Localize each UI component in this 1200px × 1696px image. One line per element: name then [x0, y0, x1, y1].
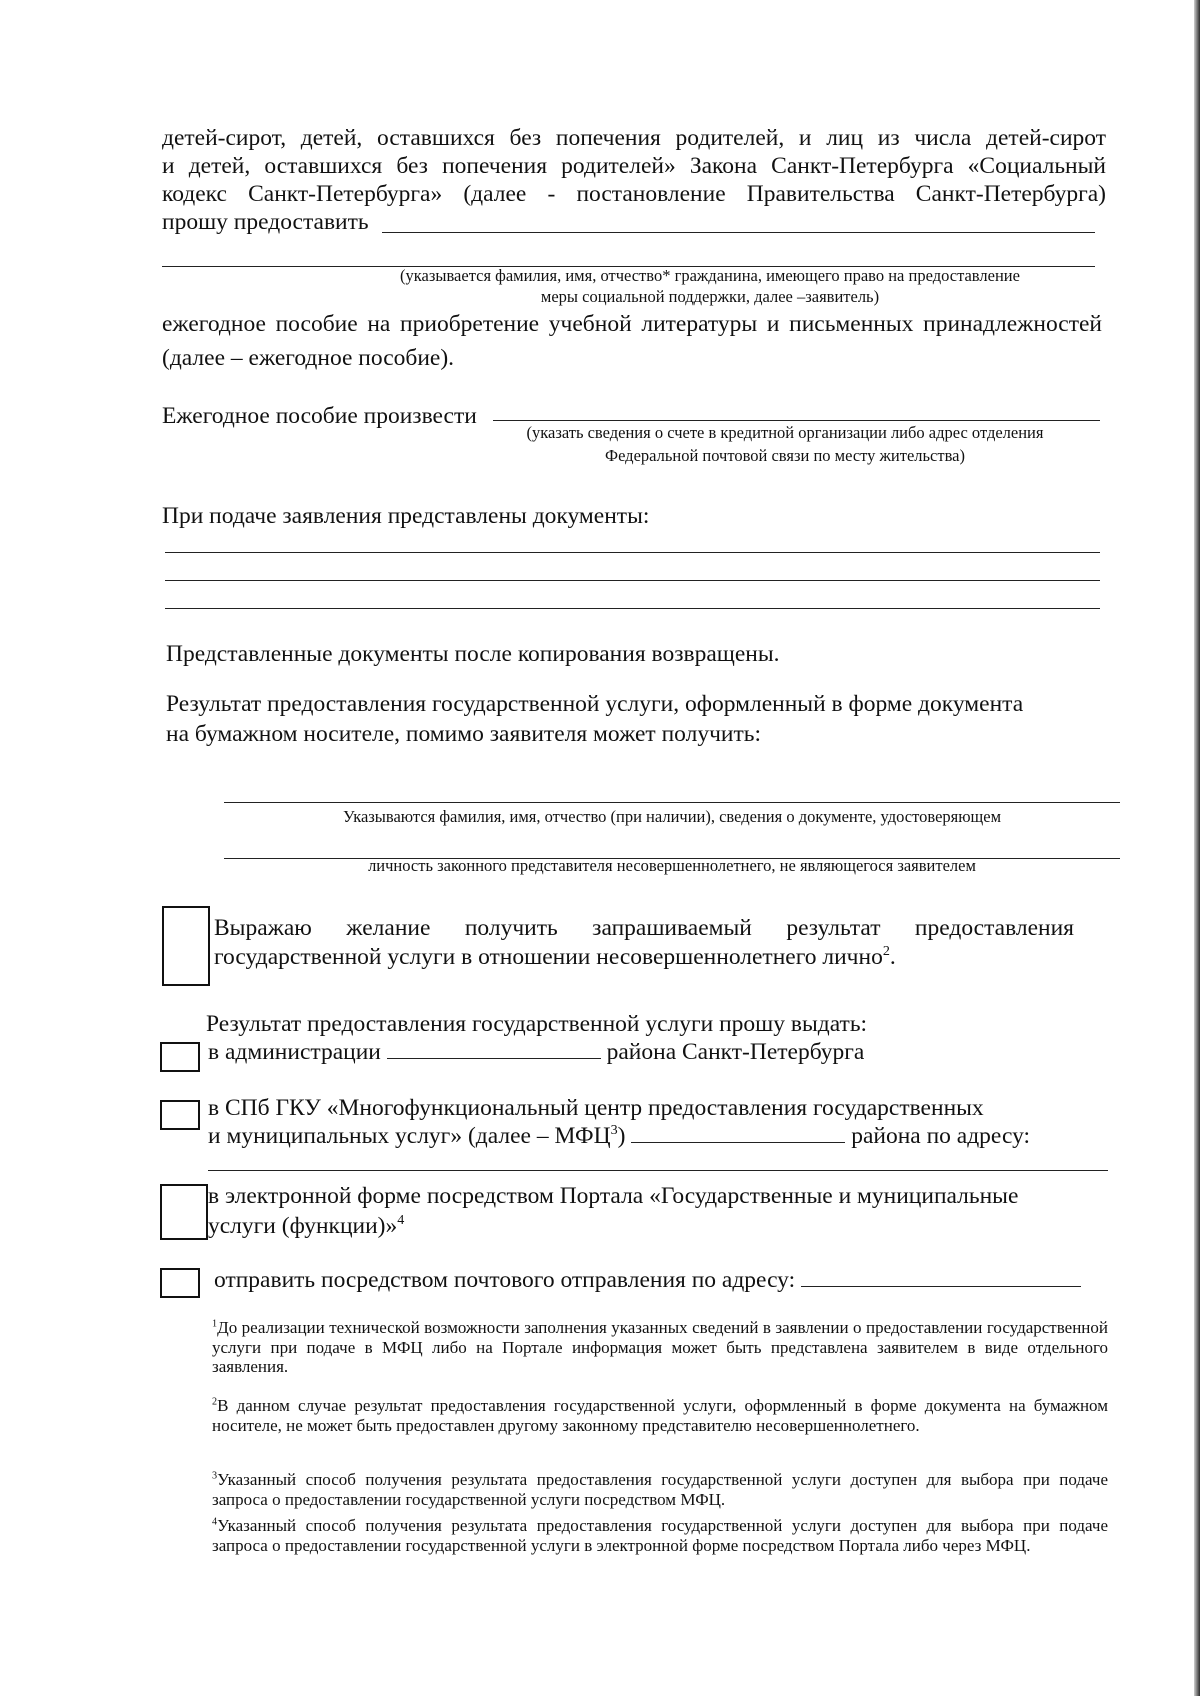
allowance-line-1: ежегодное пособие на приобретение учебной литературы и письменных принадлежностей: [162, 311, 1102, 337]
mail-address-field[interactable]: [801, 1266, 1081, 1287]
footnote-3: $^3$Указанный способ получения результата предоставления государственной услуги доступен для выбора при подаче запроса о предоставлении государственной услуги посредством МФЦ.: [212, 1470, 1108, 1509]
intro-line-3: кодекс Санкт-Петербурга» (далее - постановление Правительства Санкт-Петербурга): [162, 181, 1106, 207]
applicant-name-line-1[interactable]: [382, 232, 1095, 233]
intro-line-2: и детей, оставшихся без попечения родителей» Закона Санкт-Петербурга «Социальный: [162, 153, 1106, 179]
personal-receipt-line-2: государственной услуги в отношении несовершеннолетнего лично$^2$.: [214, 943, 896, 970]
result-other-line-2: на бумажном носителе, помимо заявителя может получить:: [166, 721, 761, 747]
portal-option-line-2: услуги (функции)»$^4$: [208, 1212, 405, 1239]
documents-line-3[interactable]: [165, 608, 1100, 609]
personal-receipt-checkbox[interactable]: [162, 906, 210, 986]
payment-caption-line-2: Федеральной почтовой связи по месту жительства): [605, 446, 965, 465]
mfc-checkbox[interactable]: [160, 1100, 200, 1130]
admin-checkbox[interactable]: [160, 1042, 200, 1072]
intro-line-1: детей-сирот, детей, оставшихся без попечения родителей, и лиц из числа детей-сирот: [162, 125, 1106, 151]
intro-line-4: прошу предоставить: [162, 209, 369, 235]
documents-line-1[interactable]: [165, 552, 1100, 553]
payment-label: Ежегодное пособие произвести: [162, 403, 477, 429]
admin-option: в администрации района Санкт-Петербурга: [208, 1039, 865, 1065]
applicant-caption-line-2: меры социальной поддержки, далее –заявитель): [540, 287, 880, 306]
portal-option-line-1: в электронной форме посредством Портала «Государственные и муниципальные: [208, 1183, 1019, 1209]
allowance-line-2: (далее – ежегодное пособие).: [162, 345, 455, 371]
footnote-ref-2: 2: [882, 943, 890, 960]
footnote-1: $^1$До реализации технической возможности заполнения указанных сведений в заявлении о предоставлении государственной услуги при подаче в МФЦ либо на Портале информация может быть представлена заявителем в виде отдельного заявления.: [212, 1318, 1108, 1376]
mfc-option-line-1: в СПб ГКУ «Многофункциональный центр предоставления государственных: [208, 1095, 984, 1121]
admin-district-field[interactable]: [387, 1038, 601, 1059]
representative-line-1[interactable]: [224, 802, 1120, 803]
applicant-caption-line-1: (указывается фамилия, имя, отчество* гражданина, имеющего право на предоставление: [400, 266, 1020, 285]
portal-checkbox[interactable]: [160, 1184, 208, 1240]
returned-statement: Представленные документы после копирования возвращены.: [166, 641, 780, 667]
personal-receipt-line-1: Выражаю желание получить запрашиваемый результат предоставления: [214, 915, 1074, 941]
mail-checkbox[interactable]: [160, 1268, 200, 1298]
payment-details-line[interactable]: [493, 420, 1100, 421]
payment-caption-line-1: (указать сведения о счете в кредитной организации либо адрес отделения: [526, 423, 1044, 442]
mail-option: отправить посредством почтового отправления по адресу:: [214, 1266, 1081, 1294]
footnote-ref-3: 3: [610, 1122, 618, 1139]
representative-caption-1: Указываются фамилия, имя, отчество (при наличии), сведения о документе, удостоверяющем: [342, 807, 1002, 826]
representative-caption-2: личность законного представителя несовершеннолетнего, не являющегося заявителем: [368, 856, 976, 875]
footnote-ref-4: 4: [397, 1212, 405, 1229]
page-edge-shadow: [1194, 0, 1200, 1696]
footnote-4: $^4$Указанный способ получения результата предоставления государственной услуги доступен для выбора при подаче запроса о предоставлении государственной услуги в электронной форме посредством Портала либо через МФЦ.: [212, 1516, 1108, 1555]
mfc-address-line[interactable]: [208, 1170, 1108, 1171]
mfc-option-line-2: и муниципальных услуг» (далее – МФЦ$^3$) района по адресу:: [208, 1122, 1031, 1149]
footnote-2: $^2$В данном случае результат предоставления государственной услуги, оформленный в форме документа на бумажном носителе, не может быть предоставлен другому законному представителю несовершеннолетнего.: [212, 1396, 1108, 1435]
documents-line-2[interactable]: [165, 580, 1100, 581]
result-other-line-1: Результат предоставления государственной услуги, оформленный в форме документа: [166, 691, 1024, 717]
documents-label: При подаче заявления представлены документы:: [162, 503, 650, 529]
delivery-heading: Результат предоставления государственной услуги прошу выдать:: [206, 1011, 868, 1037]
mfc-district-field[interactable]: [631, 1122, 845, 1143]
